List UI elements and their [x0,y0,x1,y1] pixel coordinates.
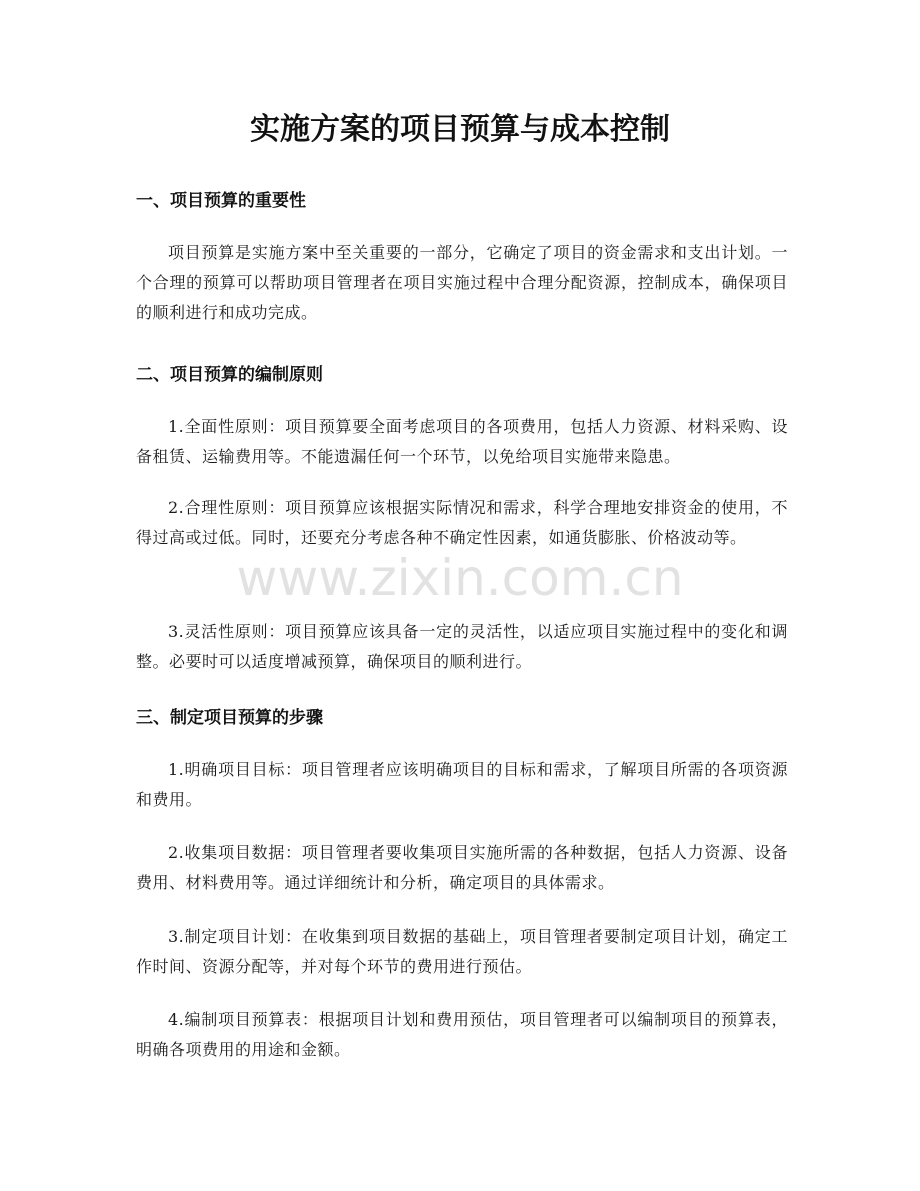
paragraph: 项目预算是实施方案中至关重要的一部分，它确定了项目的资金需求和支出计划。一个合理的预算可以帮助项目管理者在项目实施过程中合理分配资源，控制成本，确保项目的顺利进行和成功完成。 [136,243,788,322]
paragraph: 1.明确项目目标：项目管理者应该明确项目的目标和需求，了解项目所需的各项资源和费用。 [136,760,788,809]
paragraph: 2.收集项目数据：项目管理者要收集项目实施所需的各种数据，包括人力资源、设备费用、材料费用等。通过详细统计和分析，确定项目的具体需求。 [136,843,788,892]
document-title: 实施方案的项目预算与成本控制 [250,112,670,147]
section-heading-principles: 二、项目预算的编制原则 [136,365,323,385]
paragraph: 3.制定项目计划：在收集到项目数据的基础上，项目管理者要制定项目计划，确定工作时间、资源分配等，并对每个环节的费用进行预估。 [136,927,788,976]
section-heading-steps: 三、制定项目预算的步骤 [136,708,323,728]
section-heading-importance: 一、项目预算的重要性 [136,191,306,211]
paragraph: 4.编制项目预算表：根据项目计划和费用预估，项目管理者可以编制项目的预算表，明确各项费用的用途和金额。 [136,1010,788,1059]
paragraph: 1.全面性原则：项目预算要全面考虑项目的各项费用，包括人力资源、材料采购、设备租赁、运输费用等。不能遗漏任何一个环节，以免给项目实施带来隐患。 [136,417,788,466]
paragraph: 3.灵活性原则：项目预算应该具备一定的灵活性，以适应项目实施过程中的变化和调整。必要时可以适度增减预算，确保项目的顺利进行。 [136,622,788,671]
watermark: www.zixin.com.cn [236,549,684,607]
paragraph: 2.合理性原则：项目预算应该根据实际情况和需求，科学合理地安排资金的使用，不得过高或过低。同时，还要充分考虑各种不确定性因素，如通货膨胀、价格波动等。 [136,498,788,547]
